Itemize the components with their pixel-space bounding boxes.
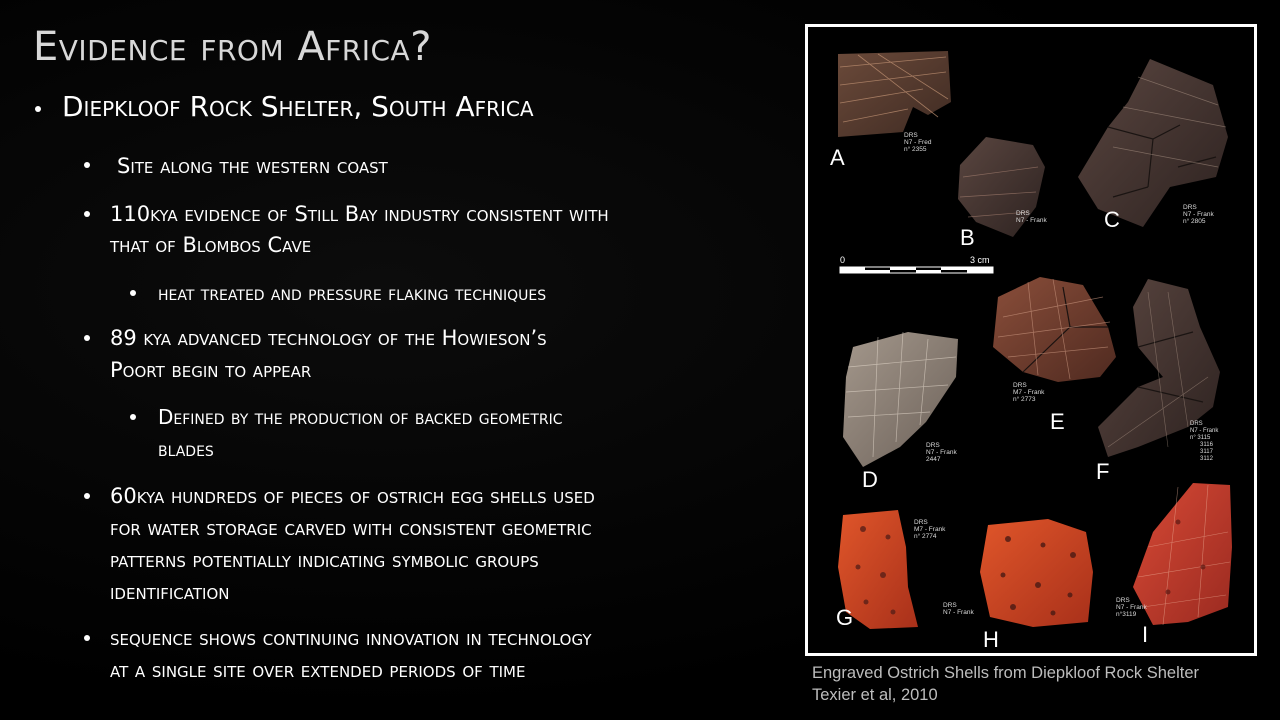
letter-a: A [830,145,845,170]
bullet-60kya-line4: identification [110,580,230,604]
bullet-110kya-line2: that of Blombos Cave [110,233,312,257]
label-f: DRS N7 - Frank n° 3115 3116 3117 3112 [1190,421,1219,462]
label-b: DRS N7 - Frank [1016,210,1047,224]
bullet-backed-blades-line1: Defined by the production of backed geometric [158,405,563,429]
bullet-dot [84,162,90,168]
slide-title: Evidence from Africa? [33,24,432,70]
scale-max: 3 cm [970,255,990,265]
letter-i: I [1142,622,1149,647]
bullet-60kya-line3: patterns potentially indicating symbolic groups [110,548,539,572]
letter-h: H [983,627,999,652]
caption-line1: Engraved Ostrich Shells from Diepkloof Rock Shelter [812,664,1199,682]
label-g: DRS M7 - Frank n° 2774 [914,519,946,540]
letter-f: F [1096,459,1110,484]
bullet-dot [130,414,136,420]
bullet-dot [84,211,90,217]
caption-line2: Texier et al, 2010 [812,686,938,704]
bullet-sequence-line2: at a single site over extended periods of time [110,658,526,682]
scale-bar [840,255,993,273]
scale-zero: 0 [840,255,846,265]
shell-figure [805,24,1257,656]
bullet-dot [84,493,90,499]
bullet-110kya-line1: 110kya evidence of Still Bay industry consistent with [110,202,609,226]
shell-fragment-a [838,51,951,137]
bullet-sequence-line1: sequence shows continuing innovation in technology [110,626,592,650]
label-c: DRS N7 - Frank n° 2805 [1183,204,1214,225]
bullet-dot [35,106,41,112]
letter-d: D [862,467,878,492]
shell-fragment-h [980,519,1093,627]
label-e: DRS M7 - Frank n° 2773 [1013,382,1045,403]
bullet-heat-treated: heat treated and pressure flaking techniques [158,281,547,305]
shell-figure-image [808,27,1254,653]
label-h: DRS N7 - Frank [943,602,974,616]
label-i: DRS N7 - Frank n°3119 [1116,597,1147,618]
bullet-dot [84,635,90,641]
shell-fragment-c [1078,59,1228,227]
letter-g: G [836,605,854,630]
bullet-diepkloof: Diepkloof Rock Shelter, South Africa [62,90,534,123]
bullet-89kya-line2: Poort begin to appear [110,358,312,382]
bullet-dot [84,335,90,341]
bullet-89kya-line1: 89 kya advanced technology of the Howieson’s [110,326,547,350]
bullet-site: Site along the western coast [117,154,388,178]
bullet-60kya-line1: 60kya hundreds of pieces of ostrich egg shells used [110,484,595,508]
bullet-dot [130,290,136,296]
label-a: DRS N7 - Fred n° 2355 [904,132,932,153]
bullet-60kya-line2: for water storage carved with consistent geometric [110,516,592,540]
letter-b: B [960,225,975,250]
bullet-backed-blades-line2: blades [158,437,214,461]
letter-c: C [1104,207,1120,232]
figure-caption [812,662,1199,706]
letter-e: E [1050,409,1065,434]
shell-fragment-e [993,277,1116,382]
label-d: DRS N7 - Frank 2447 [926,442,957,463]
